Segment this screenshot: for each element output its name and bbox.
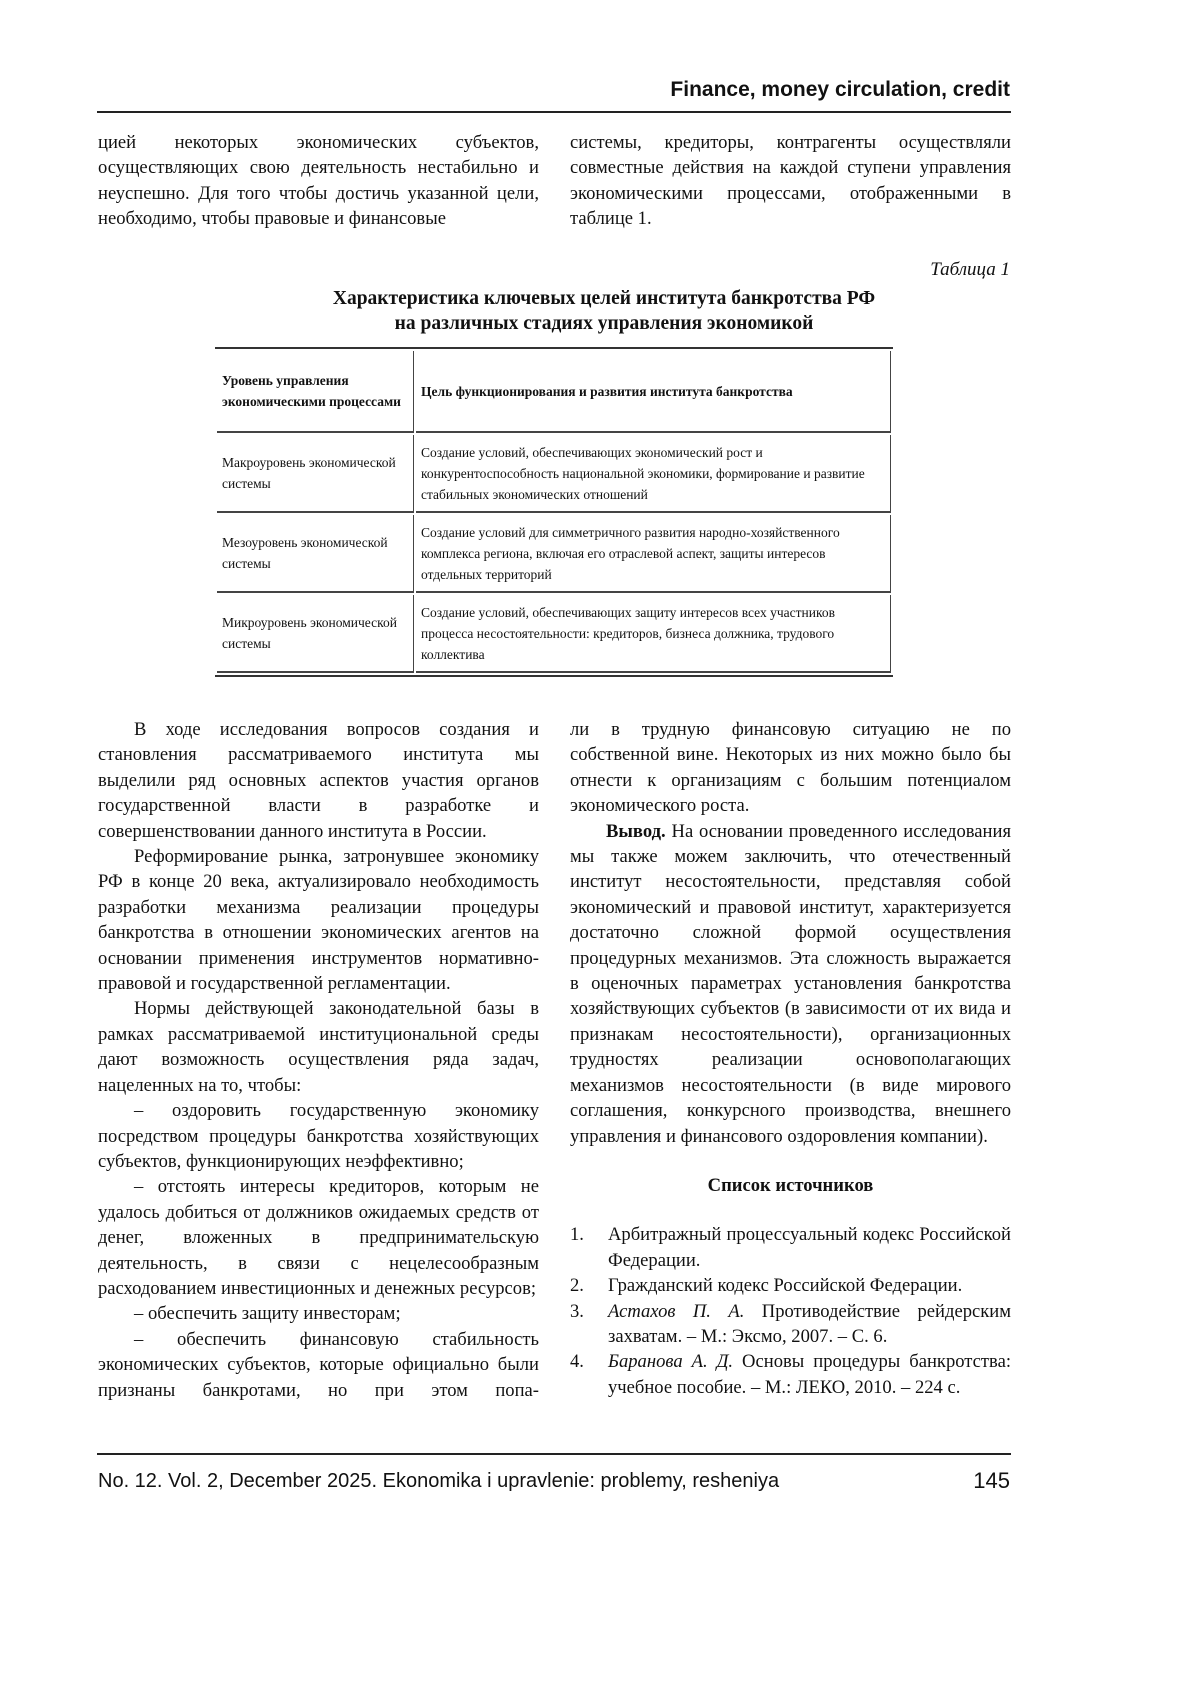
paragraph: системы, кредиторы, контрагенты осуществляли совместные действия на каждой ступени управления экономическими процессами, отображенными в таблице 1. — [570, 130, 1011, 232]
ref-author: Астахов П. А. — [608, 1301, 744, 1322]
reference-item — [570, 1222, 1011, 1273]
paragraph: В ходе исследования вопросов создания и становления рассматриваемого института мы выделили ряд основных аспектов участия органов государственной власти в разработке и совершенствовании данного института в России. — [98, 717, 539, 844]
list-item: – оздоровить государственную экономику посредством процедуры банкротства хозяйствующих субъектов, функционирующих неэффективно; — [98, 1098, 539, 1174]
level-cell: Мезоуровень экономической системы — [217, 515, 414, 593]
table-title-line: Характеристика ключевых целей института банкротства РФ — [98, 286, 1110, 311]
table-caption: Таблица 1 — [930, 259, 1010, 281]
ref-number: 1. — [570, 1222, 608, 1273]
reference-item — [570, 1299, 1011, 1350]
ref-text: Арбитражный процессуальный кодекс Российской Федерации. — [608, 1222, 1011, 1273]
conclusion-label: Вывод. — [606, 821, 666, 842]
top-left-text — [98, 130, 539, 232]
table-title — [98, 286, 1110, 336]
paragraph: Нормы действующей законодательной базы в рамках рассматриваемой институциональной среды дают возможность осуществления ряда задач, нацеленных на то, чтобы: — [98, 996, 539, 1098]
ref-author: Баранова А. Д. — [608, 1351, 733, 1372]
paragraph: цией некоторых экономических субъектов, осуществляющих свою деятельность нестабильно и неуспешно. Для того чтобы достичь указанной цели, необходимо, чтобы правовые и финансовые — [98, 130, 539, 232]
paragraph: ли в трудную финансовую ситуацию не по собственной вине. Некоторых из них можно было бы отнести к организациям с большим потенциалом экономического роста. — [570, 717, 1011, 819]
references-heading: Список источников — [570, 1173, 1011, 1198]
table-title-line: на различных стадиях управления экономикой — [98, 311, 1110, 336]
table-row — [217, 435, 891, 513]
ref-number: 2. — [570, 1273, 608, 1298]
ref-text: Основы процедуры банкротства: учебное пособие. – М.: ЛЕКО, 2010. – 224 с. — [608, 1351, 1011, 1397]
page-number: 145 — [973, 1468, 1010, 1494]
ref-number: 3. — [570, 1299, 608, 1350]
top-right-text — [570, 130, 1011, 232]
list-item: – обеспечить защиту инвесторам; — [98, 1301, 539, 1326]
paragraph: Реформирование рынка, затронувшее экономику РФ в конце 20 века, актуализировало необходимость разработки механизма реализации процедуры банкротства в отношении экономических агентов на основании применения инструментов нормативно-правовой и государственной регламентации. — [98, 844, 539, 996]
right-column — [570, 717, 1011, 1400]
table-row — [217, 595, 891, 673]
level-cell: Микроуровень экономической системы — [217, 595, 414, 673]
running-header: Finance, money circulation, credit — [670, 78, 1010, 102]
left-column — [98, 717, 539, 1403]
column-header: Цель функционирования и развития института банкротства — [416, 351, 891, 433]
list-item: – обеспечить финансовую стабильность экономических субъектов, которые официально были признаны банкротами, но при этом попа- — [98, 1327, 539, 1403]
ref-number: 4. — [570, 1349, 608, 1400]
goals-table — [215, 347, 893, 677]
goal-cell: Создание условий для симметричного развития народно-хозяйственного комплекса региона, включая его отраслевой аспект, защиты интересов отдельных территорий — [416, 515, 891, 593]
column-header: Уровень управления экономическими процессами — [217, 351, 414, 433]
footer-rule — [97, 1453, 1011, 1455]
ref-text: Противодействие рейдерским захватам. – М.: Эксмо, 2007. – С. 6. — [608, 1301, 1011, 1347]
goal-cell: Создание условий, обеспечивающих экономический рост и конкурентоспособность национальной экономики, формирование и развитие стабильных экономических отношений — [416, 435, 891, 513]
reference-item — [570, 1273, 1011, 1298]
header-rule — [97, 111, 1011, 113]
conclusion-text: На основании проведенного исследования мы также можем заключить, что отечественный институт несостоятельности, представляя собой экономический и правовой институт, характеризуется достаточно сложной формой осуществления процедурных механизмов. Эта сложность выражается в оценочных параметрах установления банкротства хозяйствующих субъектов (в зависимости от их вида и признакам несостоятельности), организационных трудностях реализации основополагающих механизмов несостоятельности (в виде мирового соглашения, конкурсного производства, внешнего управления и финансового оздоровления компании). — [570, 821, 1011, 1147]
list-item: – отстоять интересы кредиторов, которым не удалось добиться от должников ожидаемых средств от денег, вложенных в предпринимательскую деятельность, в связи с нецелесообразным расходованием инвестиционных и денежных ресурсов; — [98, 1174, 539, 1301]
table-row — [217, 515, 891, 593]
level-cell: Макроуровень экономической системы — [217, 435, 414, 513]
footer-citation: No. 12. Vol. 2, December 2025. Ekonomika i upravlenie: problemy, resheniya — [98, 1470, 779, 1493]
reference-item — [570, 1349, 1011, 1400]
references-list — [570, 1222, 1011, 1400]
table-header-row — [217, 351, 891, 433]
ref-text: Гражданский кодекс Российской Федерации. — [608, 1273, 962, 1298]
goal-cell: Создание условий, обеспечивающих защиту интересов всех участников процесса несостоятельности: кредиторов, бизнеса должника, трудового коллектива — [416, 595, 891, 673]
conclusion-paragraph — [570, 819, 1011, 1149]
